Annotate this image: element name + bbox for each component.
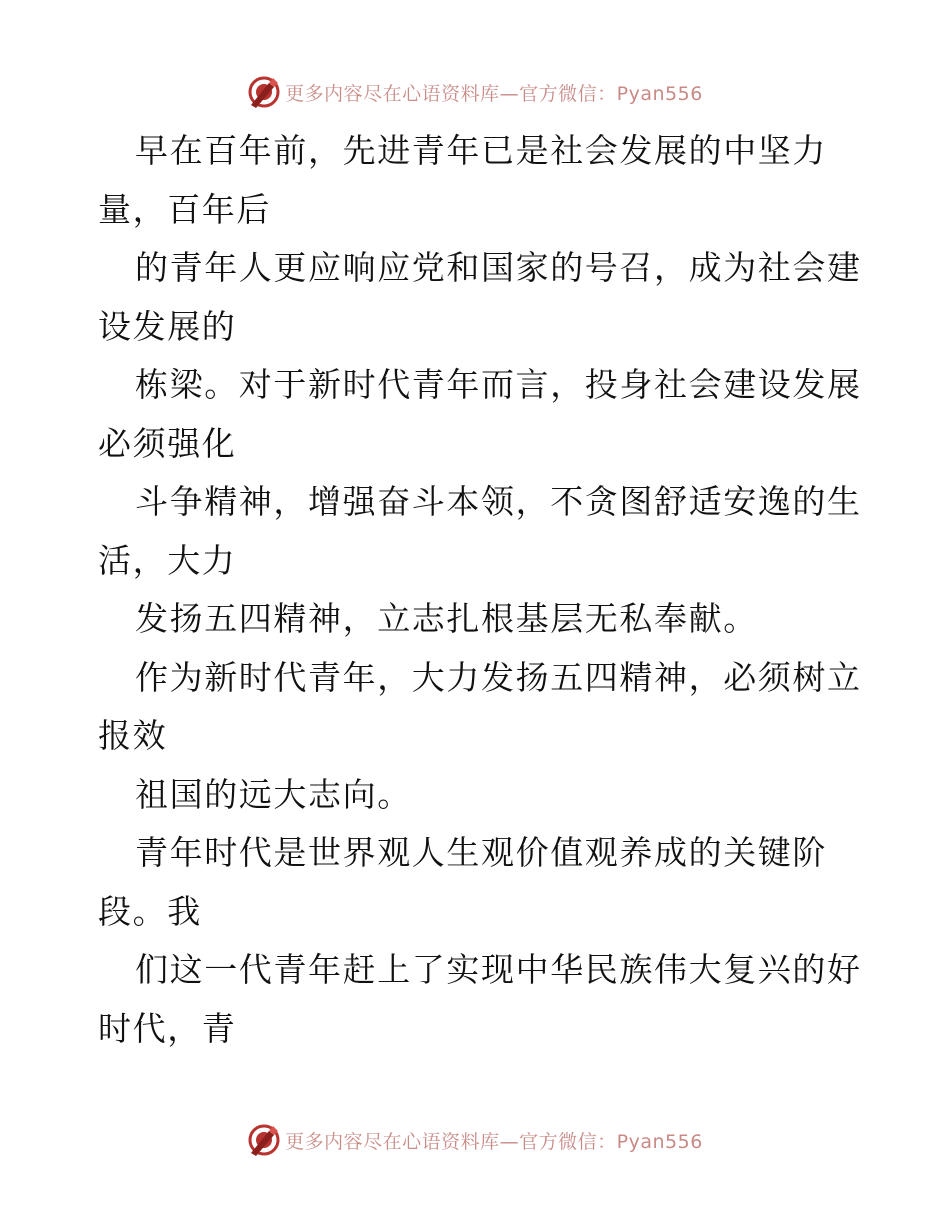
paragraph-line: 量，百年后 [98,189,271,229]
paragraph-line: 发扬五四精神，立志扎根基层无私奉献。 [135,599,758,638]
footer-banner [0,1120,950,1160]
paragraph-line: 青年时代是世界观人生观价值观养成的关键阶 [135,833,827,872]
paragraph-line: 报效 [98,716,168,755]
paragraph-line: 时代，青 [98,1008,237,1048]
document-body [98,122,862,1058]
paragraph-line: 早在百年前，先进青年已是社会发展的中坚力 [135,131,827,170]
pen-nib-logo-icon [247,75,281,109]
paragraph-line: 斗争精神，增强奋斗本领，不贪图舒适安逸的生 [135,482,862,521]
paragraph-line: 设发展的 [98,306,237,346]
paragraph-line: 栋梁。对于新时代青年而言，投身社会建设发展 [135,365,862,404]
paragraph-line: 的青年人更应响应党和国家的号召，成为社会建 [135,248,862,287]
header-banner-text: 更多内容尽在心语资料库—官方微信：Pyan556 [285,82,703,105]
header-banner [0,72,950,112]
paragraph-line: 必须强化 [98,423,237,463]
pen-nib-logo-icon [247,1123,281,1157]
paragraph-line: 祖国的远大志向。 [135,774,412,814]
paragraph-line: 活，大力 [98,540,237,580]
paragraph-line: 们这一代青年赶上了实现中华民族伟大复兴的好 [135,950,862,989]
footer-banner-text: 更多内容尽在心语资料库—官方微信：Pyan556 [285,1130,703,1153]
paragraph-line: 作为新时代青年，大力发扬五四精神，必须树立 [135,657,862,697]
paragraph-line: 段。我 [98,891,202,931]
